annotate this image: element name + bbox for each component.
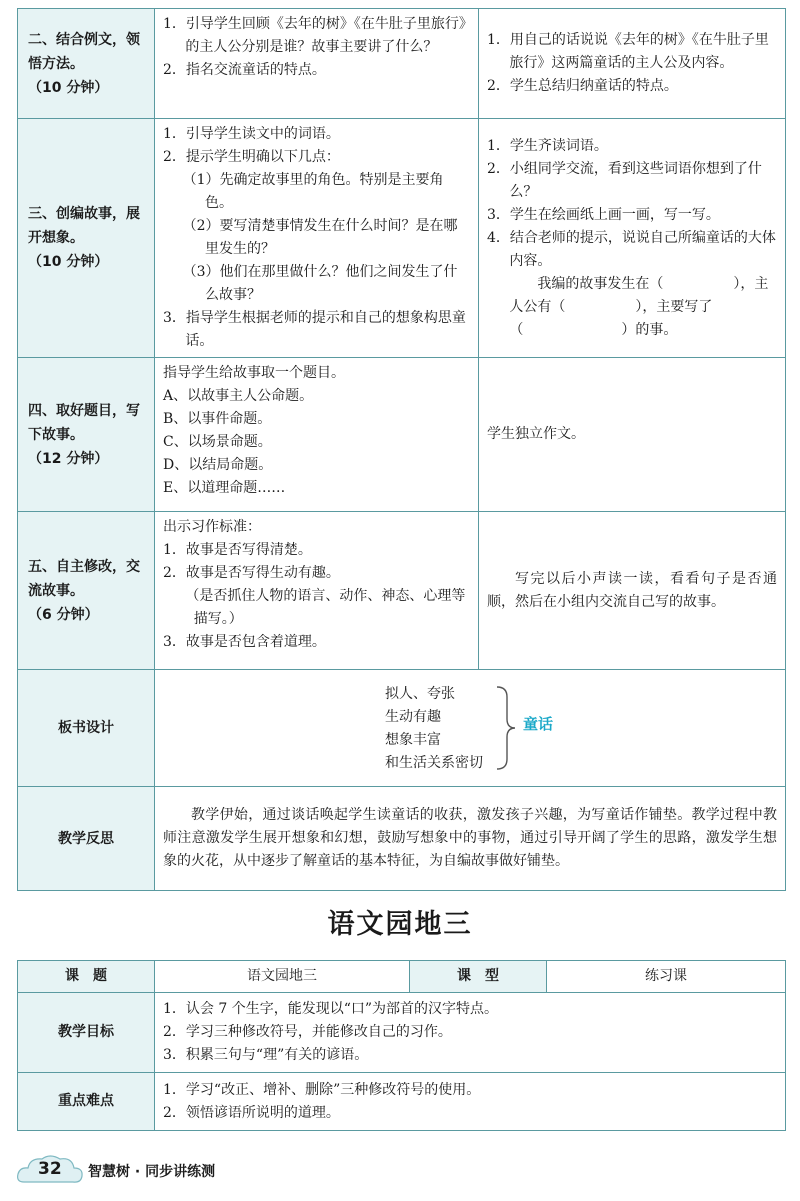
goals-cell [155, 993, 786, 1073]
section-title: 语文园地三 [327, 909, 473, 940]
student-activity-cell [479, 9, 786, 119]
stage-title: 五、自主修改，交流故事。 [28, 558, 140, 599]
list-item: 出示习作标准： [163, 519, 261, 535]
list-item: 1．引导学生回顾《去年的树》《在牛肚子里旅行》的主人公分别是谁？故事主要讲了什么？ [163, 16, 466, 55]
list-item: 指导学生给故事取一个题目。 [163, 365, 345, 381]
student-activity-cell [479, 358, 786, 512]
board-design [155, 675, 785, 781]
board-label: 童话 [523, 715, 554, 733]
stage-cell [18, 9, 155, 119]
list-item: 1．认会 7 个生字，能发现以“口”为部首的汉字特点。 [163, 1001, 499, 1017]
teacher-activity-cell [155, 119, 479, 358]
list-item: 2．小组同学交流，看到这些词语你想到了什么？ [487, 160, 762, 200]
list-item: 1．学生齐读词语。 [487, 137, 608, 154]
table-row [18, 1073, 786, 1131]
reflection-cell [155, 787, 786, 891]
table-row [18, 9, 786, 119]
list-item: 1．用自己的话说说《去年的树》《在牛肚子里旅行》这两篇童话的主人公及内容。 [487, 32, 769, 71]
table-row [18, 670, 786, 787]
list-item: 2．学习三种修改符号，并能修改自己的习作。 [163, 1024, 452, 1040]
list-item: A、以故事主人公命题。 [163, 388, 314, 404]
list-item: 写完以后小声读一读，看看句子是否通顺，然后在小组内交流自己写的故事。 [487, 570, 777, 610]
table-row [18, 961, 786, 993]
board-item: 生动有趣 [385, 709, 441, 725]
lesson-process-table [17, 8, 786, 891]
topic-value: 语文园地三 [155, 961, 410, 993]
table-row [18, 358, 786, 512]
list-item: 3．学生在绘画纸上画一画，写一写。 [487, 206, 720, 223]
story-template: 我编的故事发生在（ ），主人公有（ ），主要写了（ ）的事。 [509, 275, 769, 338]
list-item: 1．故事是否写得清楚。 [163, 542, 312, 558]
list-item: 2．故事是否写得生动有趣。 [163, 565, 340, 581]
stage-cell [18, 512, 155, 670]
board-item: 拟人、夸张 [385, 686, 455, 702]
list-item: B、以事件命题。 [163, 411, 272, 427]
board-items [385, 683, 483, 775]
teacher-activity-cell [155, 9, 479, 119]
board-design-header: 板书设计 [18, 670, 155, 787]
type-value: 练习课 [547, 961, 786, 993]
stage-cell [18, 358, 155, 512]
list-item: 3．积累三句与“理”有关的谚语。 [163, 1047, 369, 1063]
board-item: 和生活关系密切 [385, 755, 483, 771]
type-label: 课 型 [410, 961, 547, 993]
list-item: （1）先确定故事里的角色。特别是主要角色。 [182, 172, 444, 211]
list-item: （2）要写清楚事情发生在什么时间？是在哪里发生的？ [182, 218, 458, 257]
table-row [18, 787, 786, 891]
list-item: 学生独立作文。 [487, 426, 585, 442]
list-item: C、以场景命题。 [163, 434, 272, 450]
list-item: D、以结局命题。 [163, 457, 273, 473]
stage-duration: （6 分钟） [28, 606, 99, 623]
table-row [18, 119, 786, 358]
key-points-cell [155, 1073, 786, 1131]
stage-title: 三、创编故事，展开想象。 [28, 206, 140, 246]
list-item: 2．指名交流童话的特点。 [163, 62, 326, 78]
student-activity-cell [479, 512, 786, 670]
list-item: 3．故事是否包含着道理。 [163, 634, 326, 650]
key-points-label: 重点难点 [18, 1073, 155, 1131]
reflection-header: 教学反思 [18, 787, 155, 891]
list-item: 1．学习“改正、增补、删除”三种修改符号的使用。 [163, 1081, 481, 1098]
page-footer [16, 1152, 316, 1188]
list-item: 2．领悟谚语所说明的道理。 [163, 1104, 340, 1121]
stage-duration: （10 分钟） [28, 79, 109, 96]
footer-brand: 智慧树 · 同步讲练测 [88, 1164, 216, 1180]
list-item: （3）他们在那里做什么？他们之间发生了什么故事？ [182, 264, 458, 303]
stage-duration: （10 分钟） [28, 254, 109, 270]
student-activity-cell [479, 119, 786, 358]
table-row [18, 512, 786, 670]
list-item: 2．学生总结归纳童话的特点。 [487, 78, 678, 94]
board-design-cell [155, 670, 786, 787]
stage-duration: （12 分钟） [28, 450, 109, 467]
list-item: （是否抓住人物的语言、动作、神态、心理等描写。） [185, 588, 466, 627]
list-item: 2．提示学生明确以下几点： [163, 149, 340, 165]
list-item: 3．指导学生根据老师的提示和自己的想象构思童话。 [163, 310, 466, 349]
goals-label: 教学目标 [18, 993, 155, 1073]
list-item: 1．引导学生读文中的词语。 [163, 126, 340, 142]
stage-title: 四、取好题目，写下故事。 [28, 402, 140, 443]
stage-title: 二、结合例文，领悟方法。 [28, 31, 140, 72]
teacher-activity-cell [155, 358, 479, 512]
reflection-text: 教学伊始，通过谈话唤起学生读童话的收获，激发孩子兴趣，为写童话作铺垫。教学过程中教师注意激发学生展开想象和幻想，鼓励写想象中的事物，通过引导开阔了学生的思路，激发学生想象的火花，从中逐步了解童话的基本特征，为自编故事做好铺垫。 [163, 807, 777, 869]
board-item: 想象丰富 [385, 732, 441, 748]
curly-brace-icon [495, 685, 517, 771]
lesson-info-table [17, 960, 786, 1131]
list-item: 4．结合老师的提示，说说自己所编童话的大体内容。 [487, 229, 776, 269]
topic-label: 课 题 [18, 961, 155, 993]
list-item: E、以道理命题…… [163, 480, 286, 496]
page-number: 32 [38, 1159, 62, 1179]
stage-cell [18, 119, 155, 358]
table-row [18, 993, 786, 1073]
teacher-activity-cell [155, 512, 479, 670]
